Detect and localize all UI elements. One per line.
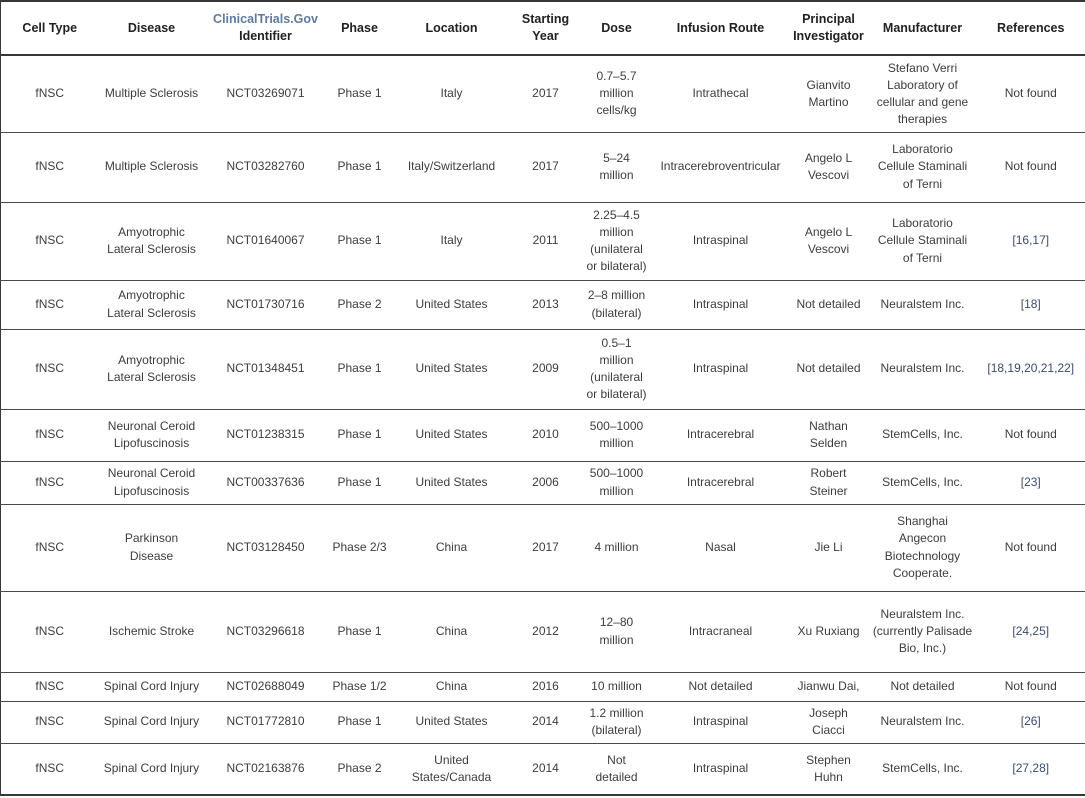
column-header-label: Dose: [601, 20, 632, 35]
cell-dose: 2–8 million (bilateral): [581, 280, 653, 329]
column-header-label: Location: [425, 20, 478, 35]
cell-infusion-route: Nasal: [653, 504, 789, 591]
cell-principal-investigator: Robert Steiner: [789, 461, 869, 504]
cell-references: Not found: [977, 409, 1085, 461]
cell-starting-year: 2011: [511, 202, 581, 280]
cell-cell-type: fNSC: [1, 743, 99, 795]
table-row: [1, 461, 1085, 504]
column-header-references: [977, 1, 1085, 55]
cell-principal-investigator: Nathan Selden: [789, 409, 869, 461]
table-row: [1, 591, 1085, 672]
cell-cell-type: fNSC: [1, 132, 99, 202]
cell-starting-year: 2017: [511, 504, 581, 591]
column-header-label: Phase: [341, 20, 378, 35]
cell-starting-year: 2012: [511, 591, 581, 672]
cell-manufacturer: Neuralstem Inc.: [869, 329, 977, 409]
cell-cell-type: fNSC: [1, 504, 99, 591]
cell-infusion-route: Intrathecal: [653, 55, 789, 132]
cell-infusion-route: Intraspinal: [653, 202, 789, 280]
cell-manufacturer: Not detailed: [869, 672, 977, 701]
cell-dose: 0.7–5.7 million cells/kg: [581, 55, 653, 132]
cell-phase: Phase 1: [327, 591, 393, 672]
cell-infusion-route: Intraspinal: [653, 743, 789, 795]
cell-phase: Phase 1: [327, 55, 393, 132]
column-header-identifier: [205, 1, 327, 55]
cell-disease: Amyotrophic Lateral Sclerosis: [99, 329, 205, 409]
cell-cell-type: fNSC: [1, 701, 99, 743]
table-row: [1, 55, 1085, 132]
column-header-cell-type: [1, 1, 99, 55]
cell-location: United States: [393, 329, 511, 409]
cell-location: China: [393, 591, 511, 672]
cell-references: Not found: [977, 504, 1085, 591]
cell-starting-year: 2006: [511, 461, 581, 504]
cell-disease: Ischemic Stroke: [99, 591, 205, 672]
cell-disease: Amyotrophic Lateral Sclerosis: [99, 202, 205, 280]
reference-link[interactable]: [16,17]: [977, 202, 1085, 280]
column-header-label: Disease: [127, 20, 176, 35]
cell-manufacturer: StemCells, Inc.: [869, 409, 977, 461]
table-row: [1, 329, 1085, 409]
reference-link[interactable]: [26]: [977, 701, 1085, 743]
cell-identifier: NCT02688049: [205, 672, 327, 701]
column-header-label: References: [997, 20, 1065, 35]
table-row: [1, 672, 1085, 701]
column-header-label: Identifier: [239, 29, 292, 43]
cell-disease: Spinal Cord Injury: [99, 672, 205, 701]
column-header-label: Infusion Route: [676, 20, 765, 35]
cell-manufacturer: Laboratorio Cellule Staminali of Terni: [869, 132, 977, 202]
cell-location: Italy: [393, 55, 511, 132]
cell-infusion-route: Intraspinal: [653, 280, 789, 329]
cell-location: United States: [393, 409, 511, 461]
cell-identifier: NCT00337636: [205, 461, 327, 504]
cell-principal-investigator: Xu Ruxiang: [789, 591, 869, 672]
column-header-phase: [327, 1, 393, 55]
cell-location: United States: [393, 461, 511, 504]
cell-disease: Multiple Sclerosis: [99, 132, 205, 202]
cell-references: Not found: [977, 672, 1085, 701]
cell-dose: 1.2 million (bilateral): [581, 701, 653, 743]
cell-identifier: NCT03269071: [205, 55, 327, 132]
cell-manufacturer: Neuralstem Inc.: [869, 701, 977, 743]
cell-cell-type: fNSC: [1, 280, 99, 329]
table-row: [1, 701, 1085, 743]
cell-disease: Parkinson Disease: [99, 504, 205, 591]
cell-principal-investigator: Not detailed: [789, 280, 869, 329]
clinicaltrials-gov-link[interactable]: ClinicalTrials.Gov: [213, 12, 318, 27]
column-header-infusion-route: [653, 1, 789, 55]
cell-location: United States/Canada: [393, 743, 511, 795]
cell-dose: 0.5–1 million (unilateral or bilateral): [581, 329, 653, 409]
cell-starting-year: 2016: [511, 672, 581, 701]
cell-principal-investigator: Stephen Huhn: [789, 743, 869, 795]
cell-dose: 12–80 million: [581, 591, 653, 672]
cell-location: United States: [393, 280, 511, 329]
cell-manufacturer: StemCells, Inc.: [869, 461, 977, 504]
cell-infusion-route: Intracerebral: [653, 461, 789, 504]
column-header-label: Principal Investigator: [793, 12, 864, 43]
cell-starting-year: 2013: [511, 280, 581, 329]
cell-identifier: NCT01640067: [205, 202, 327, 280]
cell-dose: 5–24 million: [581, 132, 653, 202]
cell-dose: 500–1000 million: [581, 461, 653, 504]
cell-dose: Not detailed: [581, 743, 653, 795]
cell-infusion-route: Intracerebral: [653, 409, 789, 461]
cell-disease: Spinal Cord Injury: [99, 701, 205, 743]
cell-infusion-route: Intraspinal: [653, 701, 789, 743]
cell-starting-year: 2014: [511, 701, 581, 743]
cell-location: United States: [393, 701, 511, 743]
cell-identifier: NCT02163876: [205, 743, 327, 795]
cell-principal-investigator: Not detailed: [789, 329, 869, 409]
cell-principal-investigator: Angelo L Vescovi: [789, 202, 869, 280]
cell-manufacturer: StemCells, Inc.: [869, 743, 977, 795]
cell-cell-type: fNSC: [1, 55, 99, 132]
column-header-label: Starting Year: [521, 12, 570, 43]
cell-dose: 500–1000 million: [581, 409, 653, 461]
cell-identifier: NCT03128450: [205, 504, 327, 591]
cell-references: Not found: [977, 55, 1085, 132]
cell-principal-investigator: Jianwu Dai,: [789, 672, 869, 701]
cell-starting-year: 2009: [511, 329, 581, 409]
cell-cell-type: fNSC: [1, 409, 99, 461]
cell-disease: Neuronal Ceroid Lipofuscinosis: [99, 409, 205, 461]
cell-location: Italy/Switzerland: [393, 132, 511, 202]
cell-identifier: NCT03282760: [205, 132, 327, 202]
column-header-label: Cell Type: [22, 20, 78, 35]
column-header-principal-investigator: [789, 1, 869, 55]
cell-disease: Spinal Cord Injury: [99, 743, 205, 795]
cell-cell-type: fNSC: [1, 672, 99, 701]
cell-disease: Neuronal Ceroid Lipofuscinosis: [99, 461, 205, 504]
cell-infusion-route: Intracerebroventricular: [653, 132, 789, 202]
table-row: [1, 132, 1085, 202]
cell-phase: Phase 1: [327, 202, 393, 280]
cell-cell-type: fNSC: [1, 591, 99, 672]
cell-dose: 10 million: [581, 672, 653, 701]
cell-identifier: NCT01348451: [205, 329, 327, 409]
cell-identifier: NCT01730716: [205, 280, 327, 329]
cell-phase: Phase 1: [327, 329, 393, 409]
cell-location: Italy: [393, 202, 511, 280]
column-header-disease: [99, 1, 205, 55]
cell-location: China: [393, 672, 511, 701]
cell-starting-year: 2014: [511, 743, 581, 795]
table-body: [1, 55, 1085, 795]
cell-cell-type: fNSC: [1, 202, 99, 280]
cell-phase: Phase 1: [327, 701, 393, 743]
table-row: [1, 409, 1085, 461]
table-row: [1, 202, 1085, 280]
cell-principal-investigator: Angelo L Vescovi: [789, 132, 869, 202]
reference-link[interactable]: [24,25]: [977, 591, 1085, 672]
reference-link[interactable]: [18,19,20,21,22]: [977, 329, 1085, 409]
cell-identifier: NCT01238315: [205, 409, 327, 461]
cell-manufacturer: Laboratorio Cellule Staminali of Terni: [869, 202, 977, 280]
column-header-location: [393, 1, 511, 55]
cell-phase: Phase 2: [327, 280, 393, 329]
cell-disease: Amyotrophic Lateral Sclerosis: [99, 280, 205, 329]
cell-principal-investigator: Joseph Ciacci: [789, 701, 869, 743]
cell-dose: 2.25–4.5 million (unilateral or bilateral): [581, 202, 653, 280]
cell-dose: 4 million: [581, 504, 653, 591]
cell-principal-investigator: Jie Li: [789, 504, 869, 591]
table-row: [1, 743, 1085, 795]
cell-starting-year: 2010: [511, 409, 581, 461]
cell-starting-year: 2017: [511, 132, 581, 202]
cell-phase: Phase 1: [327, 132, 393, 202]
table-header: [1, 1, 1085, 55]
cell-infusion-route: Intraspinal: [653, 329, 789, 409]
cell-references: Not found: [977, 132, 1085, 202]
column-header-manufacturer: [869, 1, 977, 55]
reference-link[interactable]: [18]: [977, 280, 1085, 329]
reference-link[interactable]: [23]: [977, 461, 1085, 504]
column-header-label: Manufacturer: [882, 20, 963, 35]
cell-manufacturer: Shanghai Angecon Biotechnology Cooperate.: [869, 504, 977, 591]
column-header-dose: [581, 1, 653, 55]
cell-identifier: NCT01772810: [205, 701, 327, 743]
cell-phase: Phase 1: [327, 461, 393, 504]
cell-principal-investigator: Gianvito Martino: [789, 55, 869, 132]
cell-cell-type: fNSC: [1, 329, 99, 409]
cell-disease: Multiple Sclerosis: [99, 55, 205, 132]
cell-phase: Phase 1: [327, 409, 393, 461]
cell-phase: Phase 2: [327, 743, 393, 795]
cell-infusion-route: Not detailed: [653, 672, 789, 701]
cell-phase: Phase 2/3: [327, 504, 393, 591]
cell-cell-type: fNSC: [1, 461, 99, 504]
column-header-starting-year: [511, 1, 581, 55]
header-row: [1, 1, 1085, 55]
reference-link[interactable]: [27,28]: [977, 743, 1085, 795]
cell-manufacturer: Stefano Verri Laboratory of cellular and gene therapies: [869, 55, 977, 132]
cell-manufacturer: Neuralstem Inc. (currently Palisade Bio, Inc.): [869, 591, 977, 672]
cell-infusion-route: Intracraneal: [653, 591, 789, 672]
cell-location: China: [393, 504, 511, 591]
cell-starting-year: 2017: [511, 55, 581, 132]
table-row: [1, 504, 1085, 591]
cell-manufacturer: Neuralstem Inc.: [869, 280, 977, 329]
cell-phase: Phase 1/2: [327, 672, 393, 701]
cell-identifier: NCT03296618: [205, 591, 327, 672]
table-row: [1, 280, 1085, 329]
